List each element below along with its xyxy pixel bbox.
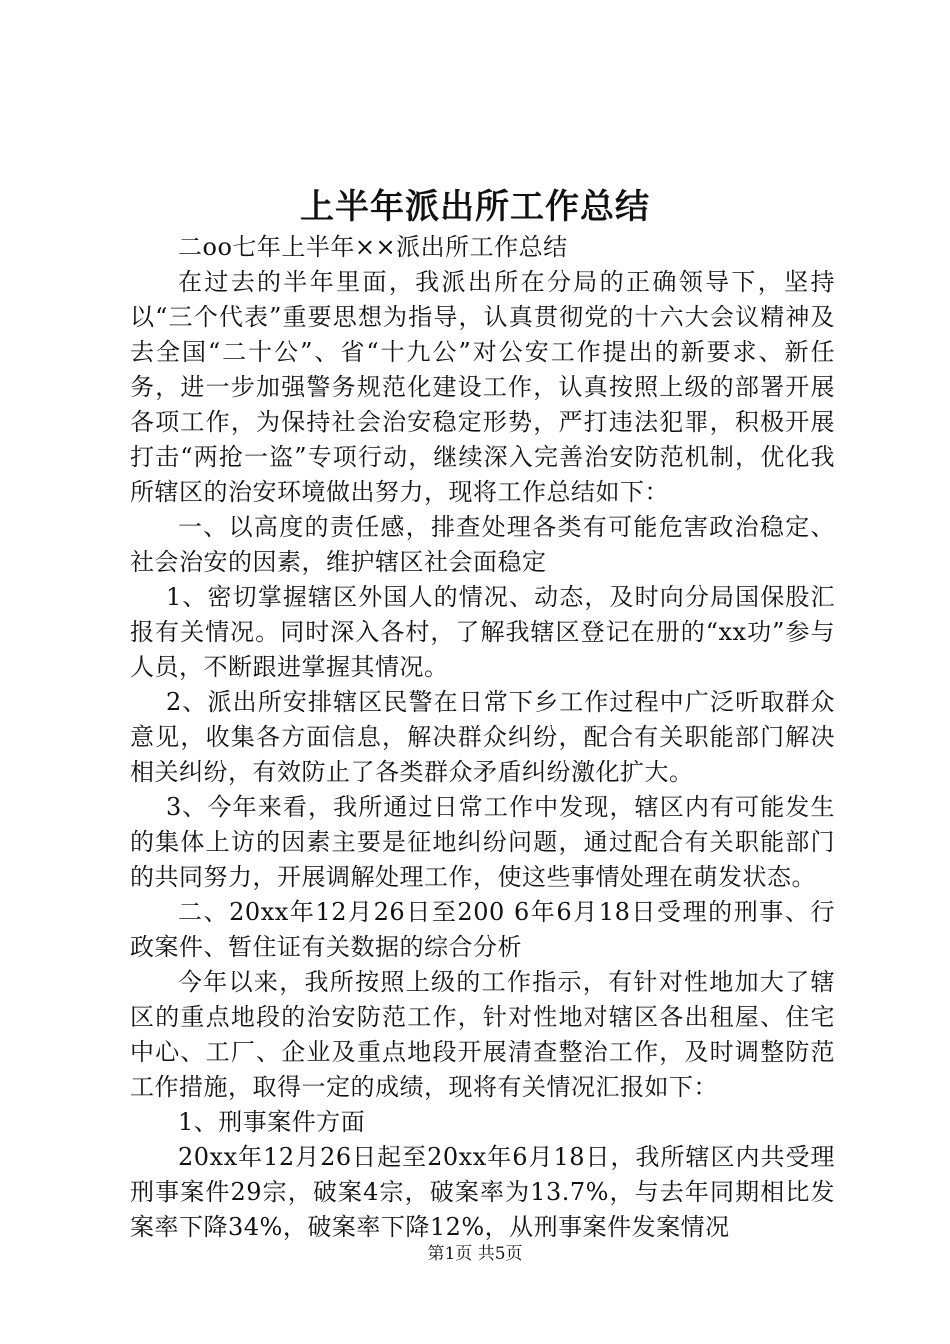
paragraph-item-3: 3、今年来看，我所通过日常工作中发现，辖区内有可能发生的集体上访的因素主要是征地纠纷问题，通过配合有关职能部门的共同努力，开展调解处理工作，使这些事情处理在萌发状态。 <box>130 793 835 891</box>
paragraph-section-2-intro: 今年以来，我所按照上级的工作指示，有针对性地加大了辖区的重点地段的治安防范工作，针对性地对辖区各出租屋、住宅中心、工厂、企业及重点地段开展清查整治工作，及时调整防范工作措施，取得一定的成绩，现将有关情况汇报如下： <box>130 968 835 1101</box>
paragraph-item-2: 2、派出所安排辖区民警在日常下乡工作过程中广泛听取群众意见，收集各方面信息，解决群众纠纷，配合有关职能部门解决相关纠纷，有效防止了各类群众矛盾纠纷激化扩大。 <box>130 688 835 786</box>
page-footer: 第1页 共5页 <box>427 1244 523 1264</box>
paragraph-intro: 在过去的半年里面，我派出所在分局的正确领导下，坚持以“三个代表”重要思想为指导，认真贯彻党的十六大会议精神及去全国“二十公”、省“十九公”对公安工作提出的新要求、新任务，进一步加强警务规范化建设工作，认真按照上级的部署开展各项工作，为保持社会治安稳定形势，严打违法犯罪，积极开展打击“两抢一盗”专项行动，继续深入完善治安防范机制，优化我所辖区的治安环境做出努力，现将工作总结如下： <box>130 268 835 506</box>
document-body <box>130 230 835 1245</box>
paragraph-criminal-cases: 20xx年12月26日起至20xx年6月18日，我所辖区内共受理刑事案件29宗，破案4宗，破案率为13.7%，与去年同期相比发案率下降34%，破案率下降12%，从刑事案件发案情况 <box>130 1143 835 1241</box>
section-heading-2: 二、20xx年12月26日至200 6年6月18日受理的刑事、行政案件、暂住证有关数据的综合分析 <box>130 898 835 961</box>
paragraph-subtitle: 二oo七年上半年××派出所工作总结 <box>178 233 568 261</box>
section-heading-1: 一、以高度的责任感，排查处理各类有可能危害政治稳定、社会治安的因素，维护辖区社会面稳定 <box>130 513 835 576</box>
document-title: 上半年派出所工作总结 <box>300 187 650 227</box>
paragraph-item-1: 1、密切掌握辖区外国人的情况、动态，及时向分局国保股汇报有关情况。同时深入各村，了解我辖区登记在册的“xx功”参与人员，不断跟进掌握其情况。 <box>130 583 835 681</box>
subsection-heading-criminal-cases: 1、刑事案件方面 <box>178 1108 366 1136</box>
